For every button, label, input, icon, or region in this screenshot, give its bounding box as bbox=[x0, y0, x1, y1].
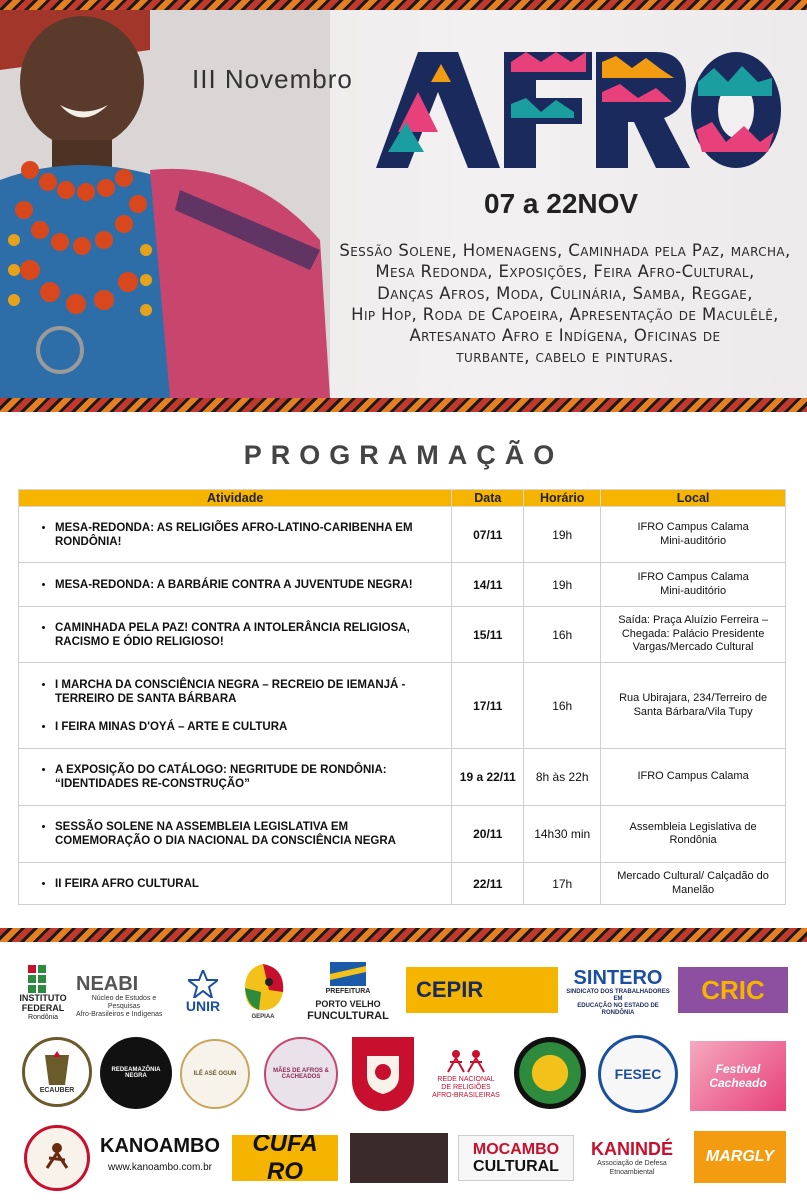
shield-logo bbox=[352, 1037, 414, 1111]
rede-nacional-line: DE RELIGIÕES bbox=[441, 1084, 491, 1091]
sintero-line: EDUCAÇÃO NO ESTADO DE RONDÔNIA bbox=[577, 1003, 659, 1016]
kanoambo-url: www.kanoambo.com.br bbox=[108, 1162, 212, 1173]
time-cell: 16h bbox=[524, 663, 601, 749]
time-cell: 8h às 22h bbox=[524, 749, 601, 806]
place-cell bbox=[601, 863, 786, 905]
place-line: Mini-auditório bbox=[660, 534, 727, 547]
mocambo-line: MOCAMBO bbox=[472, 1141, 560, 1158]
mocambo-logo bbox=[458, 1135, 574, 1181]
gepiaa-face-icon bbox=[239, 962, 287, 1014]
ifro-grid-icon bbox=[28, 965, 58, 993]
neabi-line: Núcleo de Estudos e Pesquisas bbox=[91, 995, 157, 1010]
fesec-label: FESEC bbox=[614, 1066, 662, 1082]
capoeira-figure-icon bbox=[37, 1138, 77, 1178]
place-line: Rondônia bbox=[669, 834, 717, 846]
afro-title-logo bbox=[376, 52, 781, 168]
cepir-label: CEPIR bbox=[416, 977, 484, 1002]
activity-item: • MESA-REDONDA: AS RELIGIÕES AFRO-LATINO-CARIBENHA EM RONDÔNIA! bbox=[55, 521, 441, 549]
activity-item: • MESA-REDONDA: A BARBÁRIE CONTRA A JUVENTUDE NEGRA! bbox=[55, 578, 441, 592]
sintero-title: SINTERO bbox=[573, 967, 663, 989]
fesec-logo bbox=[598, 1035, 678, 1113]
date-cell: 17/11 bbox=[452, 663, 524, 749]
cepir-logo bbox=[406, 967, 558, 1013]
hero-pre-title: III Novembro bbox=[192, 64, 353, 94]
programacao-title: PROGRAMAÇÃO bbox=[243, 440, 564, 470]
place-line: IFRO Campus Calama bbox=[637, 521, 749, 533]
description-line: Hip Hop, Roda de Capoeira, Apresentação de Maculêlê, bbox=[351, 304, 779, 324]
maes-logo bbox=[264, 1037, 338, 1111]
place-line: Rua Ubirajara, 234/Terreiro de bbox=[619, 692, 768, 704]
table-row bbox=[19, 607, 786, 663]
place-line: IFRO Campus Calama bbox=[637, 770, 749, 783]
neabi-line: Afro-Brasileiros e Indígenas bbox=[76, 1011, 163, 1018]
date-cell: 19 a 22/11 bbox=[452, 749, 524, 806]
table-row bbox=[19, 507, 786, 563]
prefeitura-line: PORTO VELHO bbox=[315, 999, 381, 1009]
margly-logo bbox=[694, 1131, 786, 1183]
table-row bbox=[19, 806, 786, 863]
prefeitura-line: PREFEITURA bbox=[325, 988, 371, 995]
place-line: Manelão bbox=[671, 883, 715, 896]
sintero-logo bbox=[566, 967, 670, 1017]
ifro-line: Rondônia bbox=[28, 1014, 58, 1021]
place-cell bbox=[601, 663, 786, 749]
date-cell: 14/11 bbox=[452, 563, 524, 607]
ifro-line: FEDERAL bbox=[21, 1003, 65, 1013]
unir-star-icon bbox=[188, 970, 218, 998]
table-row bbox=[19, 749, 786, 806]
place-line: Mini-auditório bbox=[660, 584, 727, 597]
time-cell: 19h bbox=[524, 563, 601, 607]
ile-label: ILÊ ASÉ OGUN bbox=[193, 1071, 237, 1077]
place-line: Chegada: Palácio Presidente bbox=[621, 627, 765, 640]
festival-label: Festival Cacheado bbox=[709, 1062, 767, 1090]
event-dates: 07 a 22NOV bbox=[484, 188, 639, 219]
cufa-label: CUFA RO bbox=[252, 1135, 318, 1181]
time-cell: 14h30 min bbox=[524, 806, 601, 863]
place-line: Mercado Cultural/ Calçadão do bbox=[617, 870, 769, 882]
dancers-icon bbox=[444, 1048, 488, 1076]
activity-cell bbox=[19, 663, 452, 749]
unir-label: UNIR bbox=[185, 998, 221, 1014]
description-line: Sessão Solene, Homenagens, Caminhada pela Paz, marcha, bbox=[339, 241, 791, 260]
drum-icon bbox=[37, 1051, 77, 1087]
prefeitura-logo bbox=[298, 959, 398, 1025]
date-cell: 15/11 bbox=[452, 607, 524, 663]
table-row bbox=[19, 863, 786, 905]
activity-cell bbox=[19, 563, 452, 607]
event-description bbox=[330, 240, 800, 368]
hero-banner bbox=[0, 0, 807, 398]
photo-logo bbox=[350, 1133, 448, 1183]
circular-emblem-logo bbox=[514, 1037, 586, 1109]
ecauber-logo bbox=[22, 1037, 92, 1107]
activity-item: • I MARCHA DA CONSCIÊNCIA NEGRA – RECREIO DE IEMANJÁ - TERREIRO DE SANTA BÁRBARA bbox=[55, 678, 441, 706]
shield-emblem-icon bbox=[363, 1052, 403, 1096]
activity-item: • A EXPOSIÇÃO DO CATÁLOGO: NEGRITUDE DE RONDÔNIA: “IDENTIDADES RE-CONSTRUÇÃO” bbox=[55, 763, 441, 791]
place-line: Vargas/Mercado Cultural bbox=[632, 641, 754, 654]
table-row bbox=[19, 563, 786, 607]
neabi-title: NEABI bbox=[76, 973, 139, 995]
rede-nacional-line: REDE NACIONAL bbox=[437, 1076, 495, 1083]
place-cell bbox=[601, 749, 786, 806]
date-cell: 20/11 bbox=[452, 806, 524, 863]
place-cell bbox=[601, 507, 786, 563]
date-cell: 07/11 bbox=[452, 507, 524, 563]
place-line: IFRO Campus Calama bbox=[637, 571, 749, 583]
activity-item: • I FEIRA MINAS D'OYÁ – ARTE E CULTURA bbox=[55, 720, 441, 734]
maes-label: MÃES DE AFROS & CACHEADOS bbox=[273, 1068, 329, 1080]
kanoambo-title: KANOAMBO bbox=[100, 1135, 220, 1157]
schedule-table bbox=[18, 489, 786, 905]
kaninde-line: Associação de Defesa Etnoambiental bbox=[597, 1160, 667, 1176]
redeamazonia-label: REDEAMAZÔNIA NEGRA bbox=[111, 1067, 161, 1079]
table-row bbox=[19, 663, 786, 749]
margly-label: MARGLY bbox=[705, 1148, 775, 1165]
festival-logo bbox=[690, 1041, 786, 1111]
place-line: Santa Bárbara/Vila Tupy bbox=[633, 705, 753, 718]
kaninde-title: KANINDÉ bbox=[590, 1139, 673, 1159]
decorative-stripe-middle bbox=[0, 398, 807, 412]
activity-cell bbox=[19, 507, 452, 563]
description-line: Danças Afros, Moda, Culinária, Samba, Reggae, bbox=[377, 283, 753, 303]
time-cell: 16h bbox=[524, 607, 601, 663]
activity-cell bbox=[19, 863, 452, 905]
table-header-row bbox=[19, 490, 786, 507]
time-cell: 19h bbox=[524, 507, 601, 563]
activity-cell bbox=[19, 607, 452, 663]
capoeira-logo bbox=[24, 1125, 90, 1191]
ile-logo bbox=[180, 1039, 250, 1109]
place-cell bbox=[601, 806, 786, 863]
ecauber-label: ECAUBER bbox=[39, 1086, 75, 1094]
gepiaa-label: GEPIAA bbox=[251, 1014, 275, 1020]
place-line: Saída: Praça Aluízio Ferreira – bbox=[618, 614, 768, 627]
gepiaa-logo bbox=[234, 959, 292, 1023]
header-atividade: Atividade bbox=[19, 490, 452, 507]
decorative-stripe-top bbox=[0, 0, 807, 10]
cufa-logo bbox=[232, 1135, 338, 1181]
header-horario: Horário bbox=[524, 490, 601, 507]
decorative-stripe-bottom bbox=[0, 928, 807, 942]
ifro-logo bbox=[18, 963, 68, 1025]
sintero-line: SINDICATO DOS TRABALHADORES EM bbox=[566, 989, 670, 1002]
activity-item: • CAMINHADA PELA PAZ! CONTRA A INTOLERÂNCIA RELIGIOSA, RACISMO E ÓDIO RELIGIOSO! bbox=[55, 621, 441, 649]
rede-nacional-line: AFRO-BRASILEIRAS bbox=[432, 1092, 500, 1099]
flag-icon bbox=[330, 962, 366, 986]
header-data: Data bbox=[452, 490, 524, 507]
rede-nacional-logo bbox=[426, 1037, 506, 1111]
description-line: Mesa Redonda, Exposições, Feira Afro-Cultural, bbox=[375, 262, 755, 282]
activity-item: • II FEIRA AFRO CULTURAL bbox=[55, 877, 441, 891]
description-line: turbante, cabelo e pinturas. bbox=[456, 347, 674, 367]
cric-logo bbox=[678, 967, 788, 1013]
cric-label: CRIC bbox=[701, 974, 765, 1005]
time-cell: 17h bbox=[524, 863, 601, 905]
activity-cell bbox=[19, 806, 452, 863]
redeamazonia-logo bbox=[100, 1037, 172, 1109]
description-line: Artesanato Afro e Indígena, Oficinas de bbox=[409, 326, 721, 346]
place-cell bbox=[601, 607, 786, 663]
kaninde-logo bbox=[580, 1133, 684, 1183]
kanoambo-logo bbox=[98, 1133, 222, 1181]
ifro-line: INSTITUTO bbox=[19, 993, 67, 1003]
activity-item: • SESSÃO SOLENE NA ASSEMBLEIA LEGISLATIVA EM COMEMORAÇÃO O DIA NACIONAL DA CONSCIÊNCIA NEGRA bbox=[55, 820, 441, 848]
place-cell bbox=[601, 563, 786, 607]
header-local: Local bbox=[601, 490, 786, 507]
sponsor-logos bbox=[0, 945, 807, 1200]
mocambo-line: CULTURAL bbox=[473, 1158, 559, 1175]
prefeitura-line: FUNCULTURAL bbox=[307, 1010, 389, 1022]
date-cell: 22/11 bbox=[452, 863, 524, 905]
unir-logo bbox=[180, 963, 226, 1021]
neabi-logo bbox=[76, 973, 172, 1019]
place-line: Assembleia Legislativa de bbox=[629, 820, 757, 833]
activity-cell bbox=[19, 749, 452, 806]
